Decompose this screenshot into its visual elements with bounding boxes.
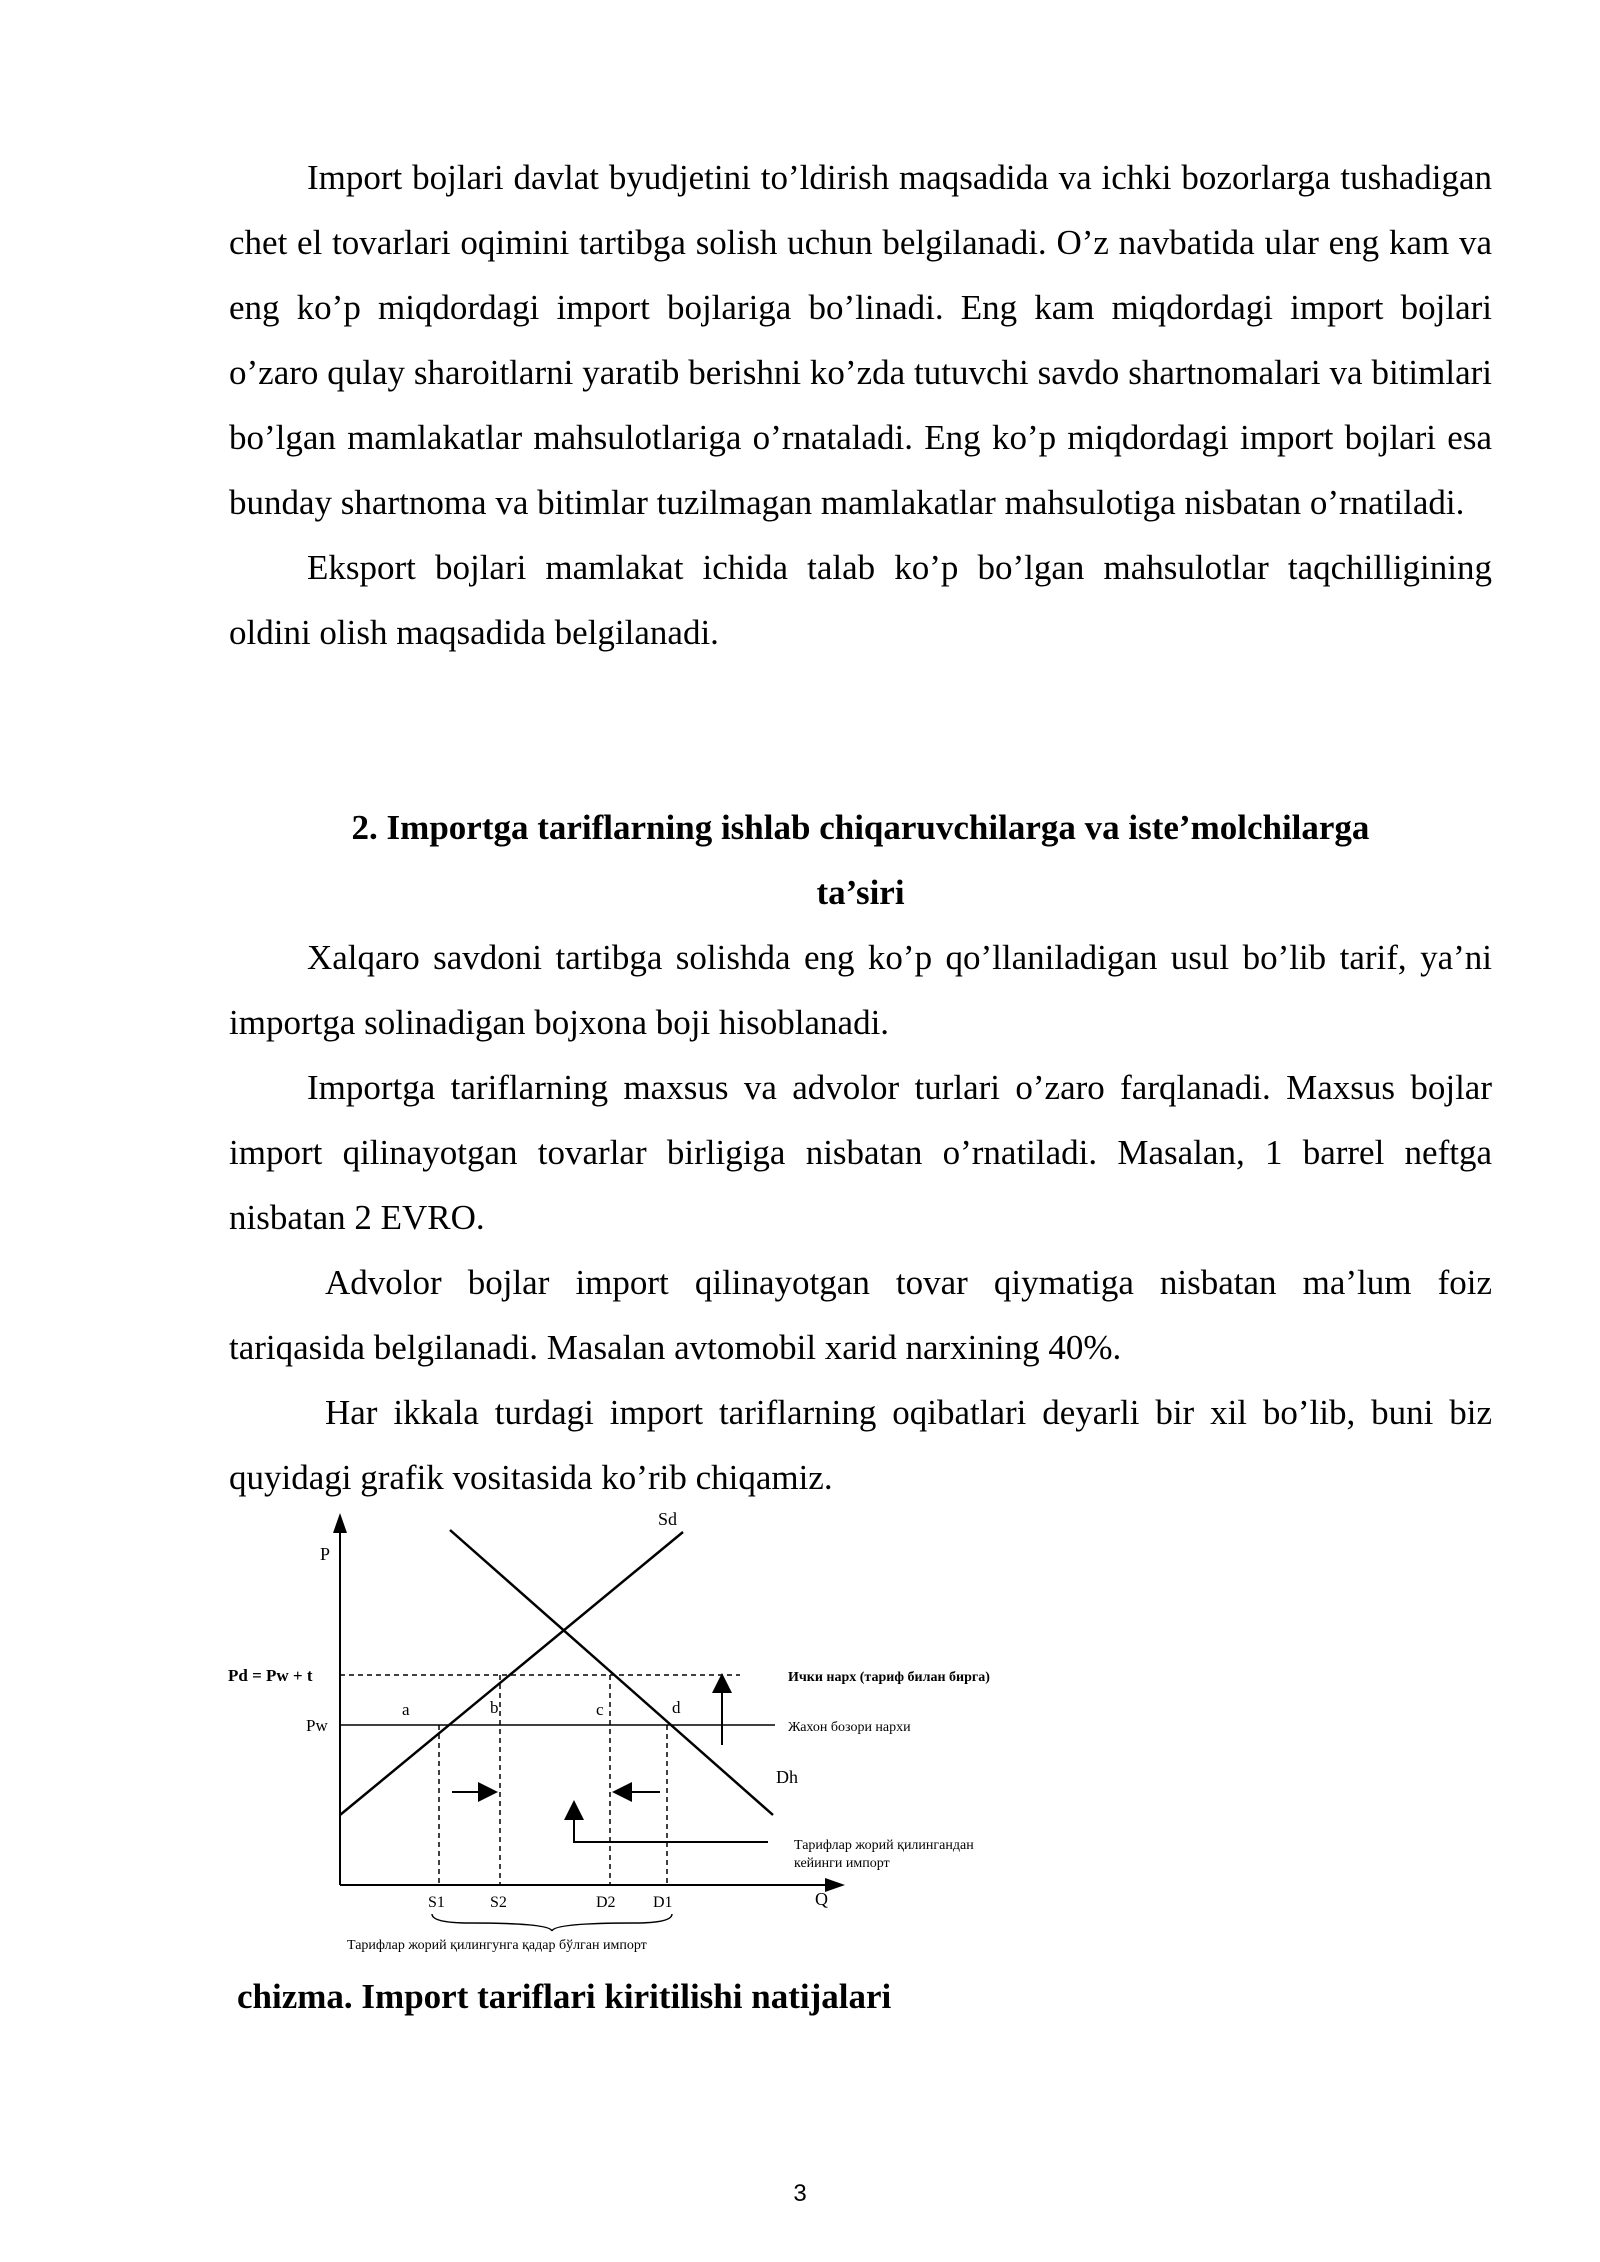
paragraph-graph-intro: Har ikkala turdagi import tariflarning oqibatlari deyarli bir xil bo’lib, buni biz quyidagi grafik vositasida ko’rib chiqamiz. — [229, 1393, 1492, 1497]
paragraph-import-duties: Import bojlari davlat byudjetini to’ldirish maqsadida va ichki bozorlarga tushadigan chet el tovarlari oqimini tartibga solish uchun belgilanadi. O’z navbatida ular eng kam va eng ko’p miqdordagi import bojlariga bo’linadi. Eng kam miqdordagi import bojlari o’zaro qulay sharoitlarni yaratib berishni ko’zda tutuvchi savdo shartnomalari va bitimlari bo’lgan mamlakatlar mahsulotlariga o’rnataladi. Eng ko’p miqdordagi import bojlari esa bunday shartnoma va bitimlar tuzilmagan mamlakatlar mahsulotiga nisbatan o’rnatiladi. — [229, 158, 1492, 522]
price-world-label: Pw — [306, 1716, 328, 1735]
paragraph-tariff-types: Importga tariflarning maxsus va advolor turlari o’zaro farqlanadi. Maxsus bojlar import qilinayotgan tovarlar birligiga nisbatan o’rnatiladi. Masalan, 1 barrel neftga nisbatan 2 EVRO. — [229, 1068, 1492, 1237]
price-tariff-label: Pd = Pw + t — [228, 1666, 313, 1685]
q-axis-arrow-icon — [825, 1878, 845, 1892]
point-c-label: c — [596, 1700, 604, 1719]
note-before-tariff: Тарифлар жорий қилингунга қадар бўлган импорт — [347, 1938, 647, 1953]
tick-d2: D2 — [596, 1894, 616, 1911]
paragraph-export-duties: Eksport bojlari mamlakat ichida talab ko’p bo’lgan mahsulotlar taqchilligining oldini olish maqsadida belgilanadi. — [229, 548, 1492, 652]
section-heading — [229, 795, 1492, 925]
p-axis-arrow-icon — [333, 1513, 347, 1533]
paragraph-advolor: Advolor bojlar import qilinayotgan tovar qiymatiga nisbatan ma’lum foiz tariqasida belgilanadi. Masalan avtomobil xarid narxining 40%. — [229, 1263, 1492, 1367]
demand-curve — [450, 1530, 773, 1815]
paragraph-tariff-definition: Xalqaro savdoni tartibga solishda eng ko’p qo’llaniladigan usul bo’lib tarif, ya’ni importga solinadigan bojxona boji hisoblanadi. — [229, 938, 1492, 1042]
axis-q-label: Q — [815, 1889, 828, 1909]
point-b-label: b — [490, 1698, 499, 1717]
point-a-label: a — [402, 1700, 410, 1719]
point-d-label: d — [672, 1698, 681, 1717]
note-after-tariff-line2: кейинги импорт — [794, 1856, 890, 1871]
tick-d1: D1 — [653, 1894, 673, 1911]
tick-s1: S1 — [428, 1894, 445, 1911]
tariff-diagram — [220, 1505, 1080, 1965]
body-text-bottom — [229, 925, 1492, 1510]
section-heading-line2: ta’siri — [816, 873, 905, 912]
body-text-top — [229, 145, 1492, 665]
note-world-price: Жахон бозори нархи — [788, 1720, 911, 1735]
supply-curve — [340, 1532, 683, 1815]
axis-p-label: P — [320, 1544, 331, 1564]
supply-curve-label: Sd — [658, 1509, 678, 1529]
figure-caption: chizma. Import tariflari kiritilishi natijalari — [237, 1977, 892, 2016]
page-number: 3 — [793, 2180, 807, 2207]
note-domestic-price: Ички нарх (тариф билан бирга) — [788, 1670, 990, 1685]
demand-curve-label: Dh — [776, 1767, 798, 1787]
import-brace — [432, 1914, 672, 1931]
tariff-diagram-svg — [220, 1505, 1080, 1965]
tick-s2: S2 — [490, 1894, 507, 1911]
note-after-tariff-line1: Тарифлар жорий қилингандан — [794, 1838, 974, 1853]
section-heading-line1: 2. Importga tariflarning ishlab chiqaruvchilarga va iste’molchilarga — [351, 808, 1370, 847]
after-tariff-pointer — [574, 1810, 768, 1842]
